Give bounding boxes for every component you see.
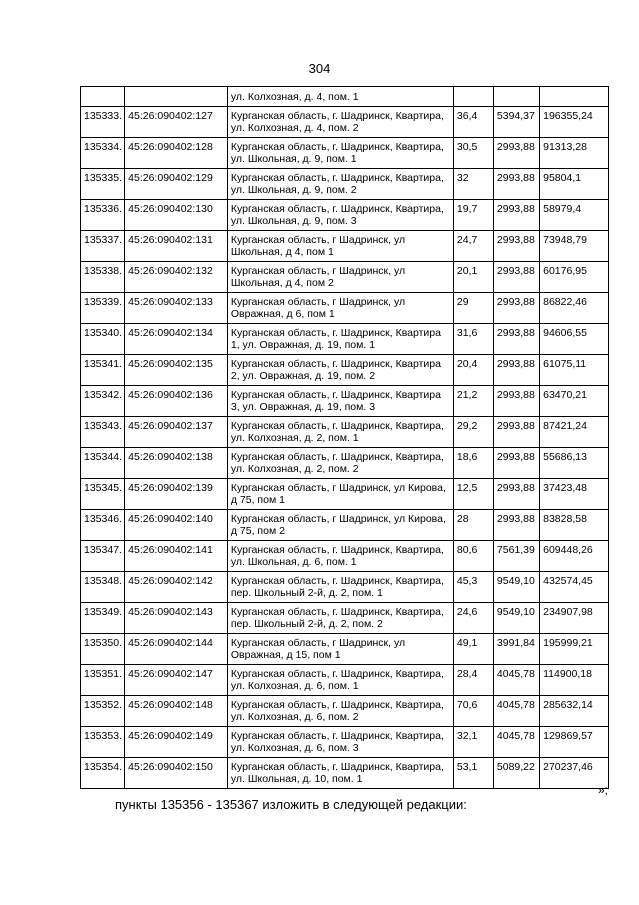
cell-cost: 86822,46 [540, 292, 609, 323]
cell-cost: 87421,24 [540, 416, 609, 447]
cell-cost: 37423,48 [540, 478, 609, 509]
table-row [81, 323, 609, 354]
cell-price: 4045,78 [493, 726, 539, 757]
cell-address: Курганская область, г. Шадринск, Квартира, ул. Школьная, д. 9, пом. 3 [227, 199, 453, 230]
cell-cadastral: 45:26:090402:149 [125, 726, 228, 757]
cell-price: 2993,88 [493, 230, 539, 261]
cell-area: 53,1 [453, 757, 493, 788]
cell-number: 135351. [81, 664, 125, 695]
cell-address: Курганская область, г. Шадринск, Квартира, ул. Школьная, д. 10, пом. 1 [227, 757, 453, 788]
cell-cadastral: 45:26:090402:127 [125, 106, 228, 137]
cell-cost: 432574,45 [540, 571, 609, 602]
table-row [81, 261, 609, 292]
cell-cost: 609448,26 [540, 540, 609, 571]
cell-cost: 60176,95 [540, 261, 609, 292]
cell-cadastral: 45:26:090402:134 [125, 323, 228, 354]
cell-cadastral [125, 87, 228, 107]
cell-cadastral: 45:26:090402:140 [125, 509, 228, 540]
cell-number: 135349. [81, 602, 125, 633]
cell-address: Курганская область, г Шадринск, ул Кирова, д 75, пом 2 [227, 509, 453, 540]
cell-area: 28,4 [453, 664, 493, 695]
cell-price: 2993,88 [493, 137, 539, 168]
cell-cost: 55686,13 [540, 447, 609, 478]
cell-number: 135352. [81, 695, 125, 726]
table-row [81, 416, 609, 447]
cell-price: 2993,88 [493, 447, 539, 478]
cell-area: 12,5 [453, 478, 493, 509]
cell-number: 135346. [81, 509, 125, 540]
cell-cost: 234907,98 [540, 602, 609, 633]
cell-number: 135335. [81, 168, 125, 199]
table-row [81, 447, 609, 478]
cell-number: 135334. [81, 137, 125, 168]
cell-number: 135336. [81, 199, 125, 230]
table-row [81, 230, 609, 261]
cell-price: 2993,88 [493, 416, 539, 447]
closing-quote: »; [597, 783, 608, 797]
cell-cost: 63470,21 [540, 385, 609, 416]
cell-cadastral: 45:26:090402:138 [125, 447, 228, 478]
cell-address: Курганская область, г. Шадринск, Квартира, ул. Колхозная, д. 2, пом. 1 [227, 416, 453, 447]
cell-cadastral: 45:26:090402:147 [125, 664, 228, 695]
instruction-text: пункты 135356 - 135367 изложить в следующей редакции: [115, 797, 467, 812]
cell-address: Курганская область, г. Шадринск, Квартира, ул. Колхозная, д. 6, пом. 2 [227, 695, 453, 726]
cell-area: 24,6 [453, 602, 493, 633]
cell-area: 80,6 [453, 540, 493, 571]
cell-address: Курганская область, г. Шадринск, Квартира, ул. Школьная, д. 6, пом. 1 [227, 540, 453, 571]
cell-cost: 95804,1 [540, 168, 609, 199]
cell-number: 135353. [81, 726, 125, 757]
cell-address: Курганская область, г. Шадринск, Квартира, ул. Колхозная, д. 2, пом. 2 [227, 447, 453, 478]
cell-price: 2993,88 [493, 478, 539, 509]
cell-cost: 270237,46 [540, 757, 609, 788]
cell-price: 2993,88 [493, 385, 539, 416]
cell-number: 135341. [81, 354, 125, 385]
cell-area: 36,4 [453, 106, 493, 137]
cell-cadastral: 45:26:090402:135 [125, 354, 228, 385]
table-row [81, 509, 609, 540]
cell-cadastral: 45:26:090402:141 [125, 540, 228, 571]
cell-cadastral: 45:26:090402:132 [125, 261, 228, 292]
cell-area: 30,5 [453, 137, 493, 168]
table-row [81, 87, 609, 107]
page-number: 304 [308, 61, 331, 76]
cell-cost: 114900,18 [540, 664, 609, 695]
cell-number [81, 87, 125, 107]
cell-area: 24,7 [453, 230, 493, 261]
cell-address: Курганская область, г. Шадринск, Квартира 1, ул. Овражная, д. 19, пом. 1 [227, 323, 453, 354]
cell-cost: 195999,21 [540, 633, 609, 664]
cell-address: Курганская область, г Шадринск, ул Овражная, д 15, пом 1 [227, 633, 453, 664]
cell-number: 135350. [81, 633, 125, 664]
cell-address: Курганская область, г. Шадринск, Квартира, ул. Школьная, д. 9, пом. 2 [227, 168, 453, 199]
cell-address: ул. Колхозная, д. 4, пом. 1 [227, 87, 453, 107]
cell-number: 135337. [81, 230, 125, 261]
cell-area: 20,4 [453, 354, 493, 385]
cell-cadastral: 45:26:090402:150 [125, 757, 228, 788]
table-row [81, 292, 609, 323]
cell-number: 135344. [81, 447, 125, 478]
cell-number: 135354. [81, 757, 125, 788]
cell-number: 135345. [81, 478, 125, 509]
cell-cost: 73948,79 [540, 230, 609, 261]
table-row [81, 385, 609, 416]
cell-area: 19,7 [453, 199, 493, 230]
cell-cadastral: 45:26:090402:148 [125, 695, 228, 726]
table-row [81, 168, 609, 199]
cell-cost: 94606,55 [540, 323, 609, 354]
cell-area: 21,2 [453, 385, 493, 416]
table-row [81, 106, 609, 137]
cell-number: 135340. [81, 323, 125, 354]
table-row [81, 757, 609, 788]
cell-address: Курганская область, г Шадринск, ул Кирова, д 75, пом 1 [227, 478, 453, 509]
cell-cadastral: 45:26:090402:142 [125, 571, 228, 602]
cell-area: 29,2 [453, 416, 493, 447]
cell-address: Курганская область, г Шадринск, ул Школьная, д 4, пом 2 [227, 261, 453, 292]
cell-area [453, 87, 493, 107]
cell-area: 49,1 [453, 633, 493, 664]
cell-cost: 83828,58 [540, 509, 609, 540]
cell-area: 70,6 [453, 695, 493, 726]
cell-number: 135348. [81, 571, 125, 602]
cell-price: 2993,88 [493, 199, 539, 230]
cell-area: 28 [453, 509, 493, 540]
cell-cadastral: 45:26:090402:143 [125, 602, 228, 633]
cell-cadastral: 45:26:090402:136 [125, 385, 228, 416]
cell-cost [540, 87, 609, 107]
table-row [81, 602, 609, 633]
cell-price: 2993,88 [493, 354, 539, 385]
cell-cost: 58979,4 [540, 199, 609, 230]
cell-price: 2993,88 [493, 509, 539, 540]
cell-cadastral: 45:26:090402:129 [125, 168, 228, 199]
table-row [81, 726, 609, 757]
table-row [81, 571, 609, 602]
table-row [81, 695, 609, 726]
cell-price: 2993,88 [493, 261, 539, 292]
cell-area: 18,6 [453, 447, 493, 478]
cell-address: Курганская область, г. Шадринск, Квартира 3, ул. Овражная, д. 19, пом. 3 [227, 385, 453, 416]
cell-area: 45,3 [453, 571, 493, 602]
cell-area: 20,1 [453, 261, 493, 292]
cell-cadastral: 45:26:090402:137 [125, 416, 228, 447]
cell-price: 7561,39 [493, 540, 539, 571]
cell-cost: 196355,24 [540, 106, 609, 137]
cell-address: Курганская область, г. Шадринск, Квартира, пер. Школьный 2-й, д. 2, пом. 1 [227, 571, 453, 602]
table-row [81, 664, 609, 695]
cell-price: 2993,88 [493, 323, 539, 354]
cell-price: 2993,88 [493, 292, 539, 323]
cell-cadastral: 45:26:090402:144 [125, 633, 228, 664]
cell-number: 135339. [81, 292, 125, 323]
cell-price: 9549,10 [493, 571, 539, 602]
cell-cadastral: 45:26:090402:139 [125, 478, 228, 509]
cell-price [493, 87, 539, 107]
table-row [81, 354, 609, 385]
cell-address: Курганская область, г. Шадринск, Квартира, пер. Школьный 2-й, д. 2, пом. 2 [227, 602, 453, 633]
cell-address: Курганская область, г Шадринск, ул Школьная, д 4, пом 1 [227, 230, 453, 261]
cell-cadastral: 45:26:090402:133 [125, 292, 228, 323]
cell-cost: 285632,14 [540, 695, 609, 726]
cell-address: Курганская область, г. Шадринск, Квартира, ул. Колхозная, д. 6, пом. 1 [227, 664, 453, 695]
cell-cost: 129869,57 [540, 726, 609, 757]
cell-price: 5089,22 [493, 757, 539, 788]
cell-cost: 61075,11 [540, 354, 609, 385]
cell-area: 31,6 [453, 323, 493, 354]
cell-address: Курганская область, г. Шадринск, Квартира, ул. Колхозная, д. 4, пом. 2 [227, 106, 453, 137]
cell-number: 135343. [81, 416, 125, 447]
cell-number: 135338. [81, 261, 125, 292]
cell-area: 29 [453, 292, 493, 323]
table-row [81, 540, 609, 571]
cell-area: 32,1 [453, 726, 493, 757]
cell-cadastral: 45:26:090402:131 [125, 230, 228, 261]
cell-cost: 91313,28 [540, 137, 609, 168]
cell-cadastral: 45:26:090402:128 [125, 137, 228, 168]
cell-price: 2993,88 [493, 168, 539, 199]
cell-number: 135333. [81, 106, 125, 137]
cell-cadastral: 45:26:090402:130 [125, 199, 228, 230]
property-table [80, 86, 609, 789]
cell-price: 9549,10 [493, 602, 539, 633]
cell-number: 135347. [81, 540, 125, 571]
cell-price: 4045,78 [493, 664, 539, 695]
cell-address: Курганская область, г Шадринск, ул Овражная, д 6, пом 1 [227, 292, 453, 323]
cell-number: 135342. [81, 385, 125, 416]
cell-price: 5394,37 [493, 106, 539, 137]
table-row [81, 478, 609, 509]
cell-area: 32 [453, 168, 493, 199]
table-row [81, 633, 609, 664]
cell-price: 3991,84 [493, 633, 539, 664]
table-row [81, 199, 609, 230]
cell-price: 4045,78 [493, 695, 539, 726]
cell-address: Курганская область, г. Шадринск, Квартира, ул. Колхозная, д. 6, пом. 3 [227, 726, 453, 757]
table-row [81, 137, 609, 168]
cell-address: Курганская область, г. Шадринск, Квартира, ул. Школьная, д. 9, пом. 1 [227, 137, 453, 168]
cell-address: Курганская область, г. Шадринск, Квартира 2, ул. Овражная, д. 19, пом. 2 [227, 354, 453, 385]
